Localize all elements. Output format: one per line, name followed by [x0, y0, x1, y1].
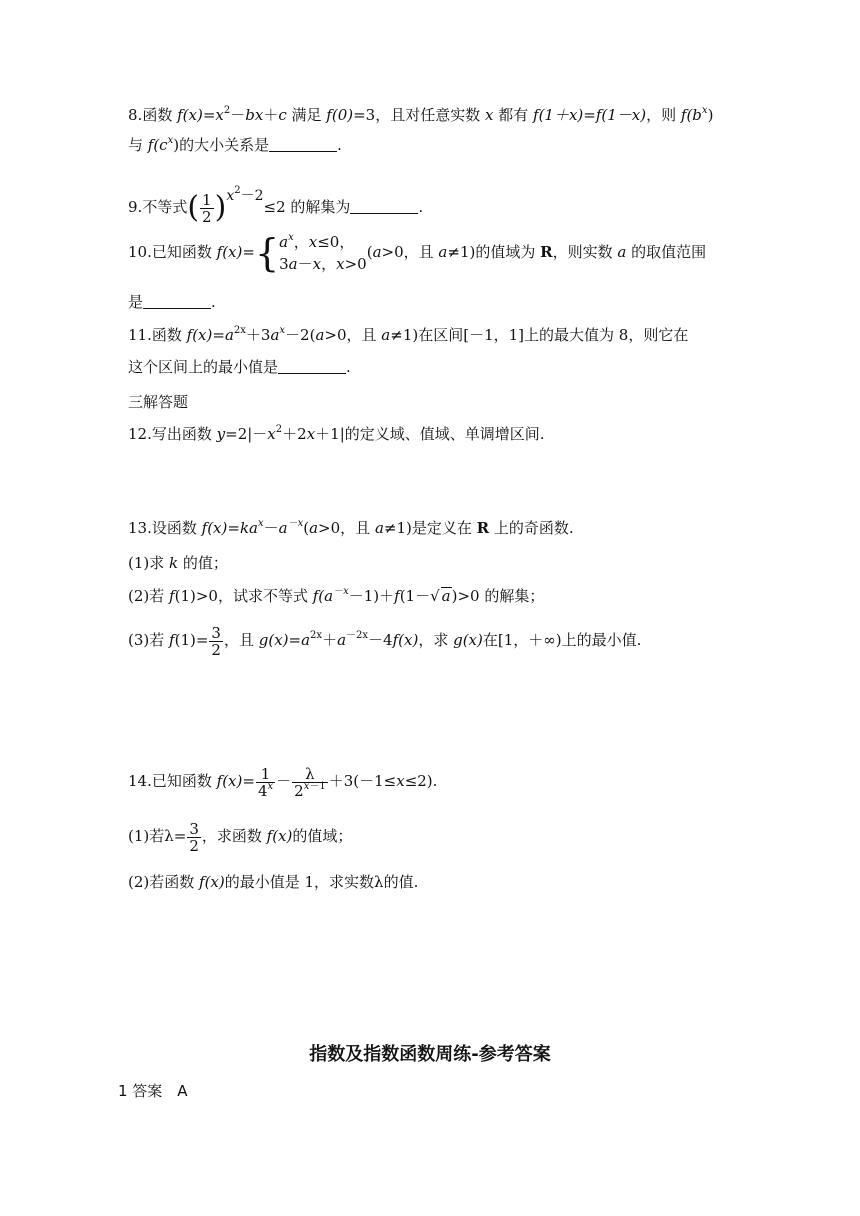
fraction: $\frac{1}{4^x}$ [257, 764, 274, 800]
q14-part2: (2)若函数 f(x)的最小值是 1，求实数λ的值. [128, 873, 419, 891]
piecewise-cases: $a^x$，x≤0， 3a－x，x>0 [279, 232, 367, 273]
answer-blank [350, 199, 418, 214]
section-heading: 三解答题 [128, 393, 189, 411]
answers-heading: 指数及指数函数周练-参考答案 [309, 1044, 551, 1065]
sqrt-a: a [441, 587, 451, 605]
q13-part2: (2)若 f(1)>0，试求不等式 $f(a^{-x}-1)+f(1-√$ a)>0 的解集； [128, 586, 545, 605]
q11-line1: 11.函数 $f(x)=a^{2x}+3a^x-2(a>0$，且 a≠1)在区间[－1，1]上的最大值为 8，则它在 [128, 325, 689, 344]
q13-line: 13.设函数 $f(x)=ka^x-a^{-x}(a>0$，且 a≠1)是定义在 R 上的奇函数. [128, 518, 574, 537]
right-paren: ) [214, 190, 227, 225]
answer-blank [143, 294, 211, 309]
exponent: $x^2-2$ [226, 185, 264, 204]
fraction: $\frac{1}{2}$ [202, 190, 212, 226]
q14-line: 14.已知函数 f(x)= $\frac{1}{4^x}$ － $\frac{\lambda}{2^{x-1}}$ ＋3(－1≤x≤2). [128, 764, 438, 800]
q11-line2: 这个区间上的最小值是 . [128, 358, 351, 376]
q13-part3: (3)若 f(1)= $\frac{3}{2}$ ，且 $g(x)=a^{2x}+a^{-2x}-4f(x)$，求 g(x)在[1，＋∞)上的最小值. [128, 623, 642, 659]
q12-line: 12.写出函数 $y=2|-x^2+2x+1|$的定义域、值域、单调增区间. [128, 424, 545, 443]
answer-blank [269, 137, 337, 152]
fraction: $\frac{3}{2}$ [211, 623, 221, 659]
answer-blank [278, 359, 346, 374]
fraction: $\frac{3}{2}$ [189, 819, 199, 855]
q10-line2: 是 . [128, 293, 216, 311]
fraction: $\frac{\lambda}{2^{x-1}}$ [294, 764, 326, 800]
answer-1: 1 答案 A [118, 1082, 188, 1100]
left-paren: ( [187, 190, 200, 225]
q13-part1: (1)求 k 的值； [128, 554, 228, 572]
q10-line1: 10.已知函数 f(x)={ $a^x$，x≤0， 3a－x，x>0 (a>0，且 a≠1)的值域为 R，则实数 a 的取值范围 [128, 231, 707, 275]
q9-line: 9.不等式( $\frac{1}{2}$ )$x^2-2\le 2$ 的解集为 . [128, 185, 424, 226]
q8-line1: 8.函数 $f(x)=x^2-bx+c$ 满足 f(0)=3，且对任意实数 x 都有 f(1＋x)=f(1－x)，则 $f(b^x)$ [128, 105, 714, 124]
q8-line2: 与 $f(c^x)$的大小关系是 . [128, 135, 342, 154]
left-brace: { [254, 231, 280, 275]
q14-part1: (1)若λ= $\frac{3}{2}$ ，求函数 f(x)的值域； [128, 819, 353, 855]
